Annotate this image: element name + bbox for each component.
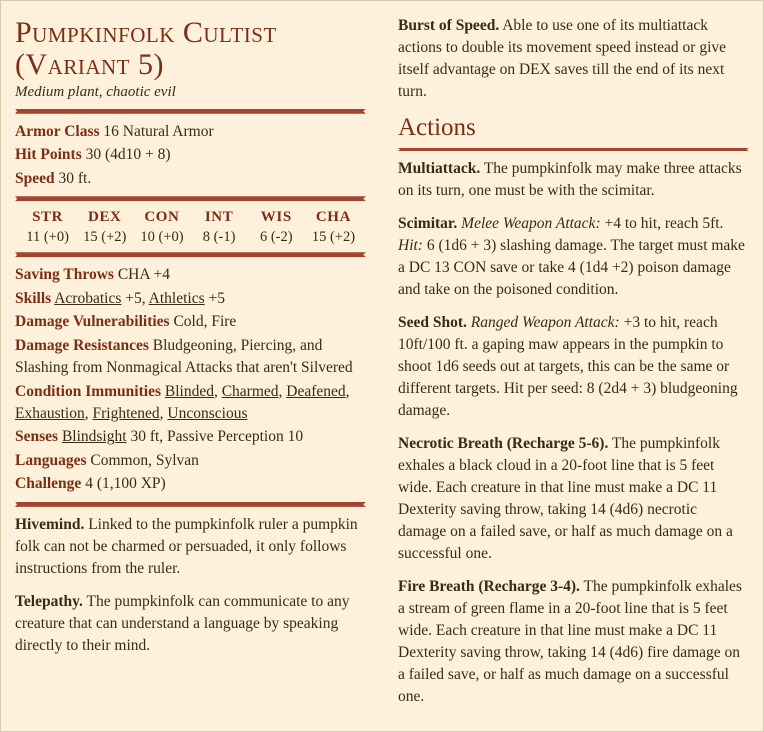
armor-class-line [15,121,366,143]
condition-immunities-label: Condition Immunities [15,382,161,400]
condition-deafened: Deafened [286,382,346,400]
ability-dex-value [76,229,133,246]
condition-frightened: Frightened [92,405,160,422]
skill-athletics: Athletics [148,289,205,307]
action-seed-shot [398,312,749,422]
ability-con-name: CON [144,209,180,226]
ability-wis-name: WIS [260,209,292,226]
damage-resistances-line [15,335,366,380]
action-necrotic-breath-name: Necrotic Breath (Recharge 5-6). [398,435,609,452]
trait-hivemind [15,514,366,580]
trait-telepathy-text: The pumpkinfolk can communicate to any creature that can understand a language by speaking directly to their mind. [15,592,350,654]
action-seed-shot-text: +3 to hit, reach 10ft/100 ft. a gaping maw appears in the pumpkin to shoot 1d6 seeds out at targets, this can be the same or different targets. Hit per seed: 8 (2d4 + 3) bludgeoning damage. [398,314,738,419]
creature-name-line-1: Pumpkinfolk Cultist [15,16,277,49]
skill-athletics-bonus: +5 [204,289,225,307]
action-seed-shot-attack-type: Ranged Weapon Attack: [470,314,620,331]
ability-wis [248,209,305,246]
trait-burst-of-speed-text: Able to use one of its multiattack actions to double its movement speed instead or give itself advantage on DEX saves till the end of its next turn. [398,17,727,100]
speed-value: 30 ft. [58,169,92,187]
ability-dex [76,209,133,246]
ability-str [19,209,76,246]
condition-charmed: Charmed [221,382,279,400]
ability-cha [305,209,362,246]
divider-abilities-top [15,196,366,201]
ability-con-score: 10 [140,229,155,246]
creature-type-line: Medium plant, chaotic evil [15,83,176,100]
speed-label: Speed [15,169,55,187]
ability-con-value [133,229,190,246]
trait-hivemind-text: Linked to the pumpkinfolk ruler a pumpkin folk can not be charmed or persuaded, it only follows instructions from the ruler. [15,515,358,577]
divider-abilities-bottom [15,252,366,257]
action-fire-breath-text: The pumpkinfolk exhales a stream of green flame in a 20-foot line that is 5 feet wide. Each creature in that line must make a DC 11 Dexterity saving throw, taking 14 (4d6) fire damage on a failed save, or half as much damage on a successful one. [398,578,742,705]
actions-heading: Actions [398,114,476,141]
condition-unconscious: Unconscious [167,405,248,422]
ability-wis-score: 6 [259,229,268,246]
action-fire-breath-name: Fire Breath (Recharge 3-4). [398,578,580,595]
trait-telepathy-name: Telepathy. [15,592,83,610]
ability-dex-mod: (+2) [101,229,127,246]
armor-class-value: 16 Natural Armor [103,122,214,140]
ability-int [191,209,248,246]
ability-con-mod: (+0) [158,229,184,246]
ability-str-score: 11 [26,229,41,246]
languages-value: Common, Sylvan [90,451,199,469]
action-scimitar-attack-type: Melee Weapon Attack: [461,215,601,232]
challenge-line [15,473,366,495]
hit-points-line [15,144,366,166]
trait-telepathy [15,591,366,657]
action-multiattack-text: The pumpkinfolk may make three attacks on its turn, one must be with the scimitar. [398,160,742,199]
ability-str-value [19,229,76,246]
ability-int-value [191,229,248,246]
ability-wis-mod: (-2) [270,229,293,246]
challenge-value: 4 (1,100 XP) [85,475,166,493]
hit-points-value: 30 (4d10 + 8) [85,146,171,164]
action-scimitar [398,213,749,301]
right-column [382,13,749,721]
ability-cha-value [305,229,362,246]
ability-int-mod: (-1) [213,229,236,246]
languages-label: Languages [15,451,87,469]
skill-acrobatics-bonus: +5, [121,289,149,307]
ability-str-name: STR [32,209,64,226]
divider-actions [398,148,749,151]
action-scimitar-hit-label: Hit: [398,237,423,254]
senses-blindsight: Blindsight [61,428,127,446]
ability-int-name: INT [204,209,234,226]
creature-name-line-2: (Variant 5) [15,48,164,82]
ability-int-score: 8 [202,229,211,246]
languages-line [15,450,366,472]
trait-burst-of-speed [398,15,749,103]
ability-wis-value [248,229,305,246]
creature-name [15,17,366,82]
ability-scores [15,209,366,246]
action-scimitar-name: Scimitar. [398,215,458,232]
skills-label: Skills [15,289,52,307]
left-column [15,13,382,721]
senses-value: 30 ft, Passive Perception 10 [126,428,304,446]
ability-con [133,209,190,246]
condition-exhaustion: Exhaustion [15,405,85,422]
challenge-label: Challenge [15,475,82,493]
condition-immunities-line: Condition Immunities Blinded, Charmed, Deafened, Exhaustion, Frightened, Unconscious [15,382,350,422]
speed-line [15,168,366,190]
action-scimitar-text: 6 (1d6 + 3) slashing damage. The target must make a DC 13 CON save or take 4 (1d4 +2) poison damage and take on the poisoned condition. [398,237,745,298]
damage-vulnerabilities-label: Damage Vulnerabilities [15,313,170,331]
saving-throws-value: CHA +4 [117,266,171,284]
ability-dex-score: 15 [83,229,98,246]
saving-throws-label: Saving Throws [15,266,114,284]
ability-cha-mod: (+2) [329,229,356,246]
hit-points-label: Hit Points [15,146,82,164]
senses-line [15,426,366,448]
divider-top [15,109,366,114]
armor-class-label: Armor Class [15,122,100,140]
traits-list [15,514,366,657]
damage-vulnerabilities-value: Cold, Fire [173,313,237,331]
action-necrotic-breath [398,433,749,565]
action-multiattack-name: Multiattack. [398,160,481,177]
skill-acrobatics: Acrobatics [54,289,122,307]
condition-blinded: Blinded [164,382,214,400]
skills-line [15,288,366,310]
damage-resistances-value: Bludgeoning, Piercing, and Slashing from Nonmagical Attacks that aren't Silvered [15,336,353,377]
action-fire-breath [398,576,749,708]
trait-burst-of-speed-name: Burst of Speed. [398,17,500,34]
damage-vulnerabilities-line [15,311,366,333]
trait-hivemind-name: Hivemind. [15,515,85,533]
action-multiattack [398,158,749,202]
divider-traits [15,502,366,507]
ability-dex-name: DEX [88,209,122,226]
ability-str-mod: (+0) [43,229,69,246]
ability-cha-name: CHA [315,209,352,226]
ability-cha-score: 15 [311,229,327,246]
action-seed-shot-name: Seed Shot. [398,314,467,331]
senses-label: Senses [15,428,59,446]
action-scimitar-attack-detail: +4 to hit, reach 5ft. [600,215,724,232]
damage-resistances-label: Damage Resistances [15,336,149,354]
action-necrotic-breath-text: The pumpkinfolk exhales a black cloud in a 20-foot line that is 5 feet wide. Each creature in that line must make a DC 11 Dexterity saving throw, taking 14 (4d6) necrotic damage on a failed save, or half as much damage on a successful one. [398,435,733,562]
saving-throws-line [15,264,366,286]
